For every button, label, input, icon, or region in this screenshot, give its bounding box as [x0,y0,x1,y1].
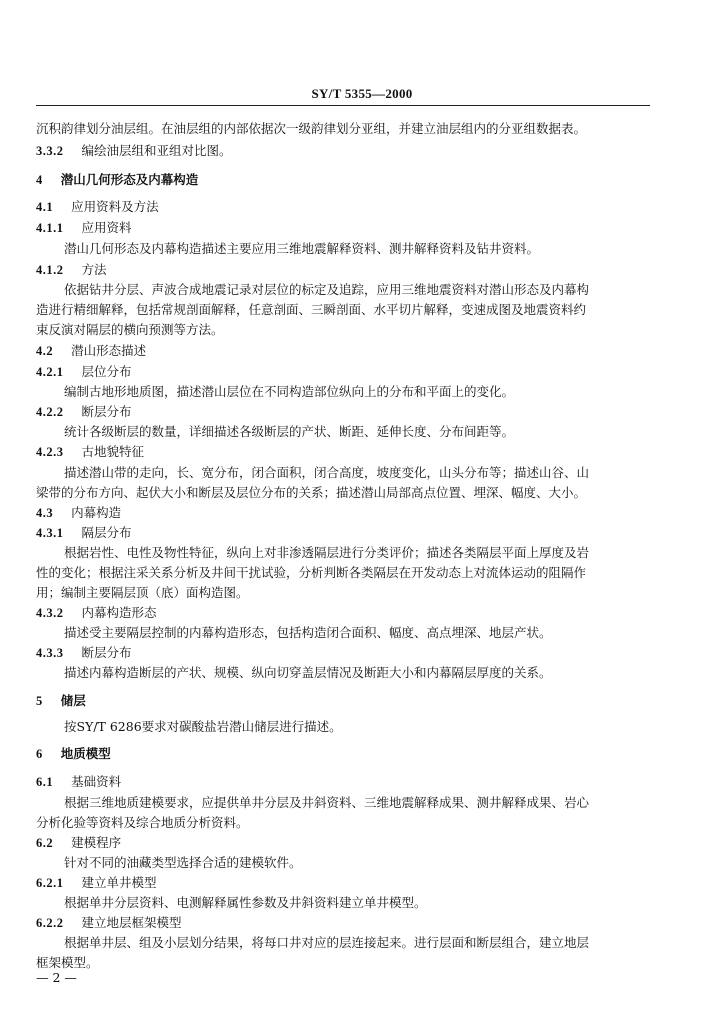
section-title: 编绘油层组和亚组对比图。 [81,143,232,158]
section-title: 断层分布 [81,645,132,660]
section-number: 4.3.1 [36,526,64,540]
section-number: 6.1 [36,775,54,789]
body-text-line [64,719,342,735]
section-heading [36,262,107,278]
paragraph-text: 框架模型。 [36,955,99,970]
body-text-line [64,241,539,257]
body-text-line [64,545,589,561]
section-number: 5 [36,694,43,708]
body-text-line [36,121,586,137]
section-heading [36,835,121,851]
paragraph-text: 性的变化；根据注采关系分析及井间干扰试验，分析判断各类隔层在开发动态上对流体运动的阻隔作 [36,565,587,580]
section-number: 4.2 [36,344,54,358]
section-heading [36,143,232,159]
body-text-line [36,322,224,338]
section-heading [36,343,146,359]
section-title: 古地貌特征 [81,444,145,459]
body-text-line [36,485,586,501]
section-heading [36,364,132,380]
section-number: 6 [36,747,43,761]
body-text-line [64,935,589,951]
body-text-line [64,665,552,681]
body-text-line [64,282,589,298]
paragraph-text: 造进行精细解释，包括常规剖面解释，任意剖面、三瞬剖面、水平切片解释，变速成图及地震资料约 [36,302,587,317]
section-number: 4.3.3 [36,646,64,660]
paragraph-text: 潜山几何形态及内幕构造描述主要应用三维地震解释资料、测井解释资料及钻井资料。 [64,241,540,256]
section-heading [36,915,182,931]
paragraph-text: 按SY/T 6286要求对碳酸盐岩潜山储层进行描述。 [64,719,342,734]
standard-code-header: SY/T 5355—2000 [311,86,413,101]
section-heading [36,199,159,215]
section-title: 层位分布 [81,364,132,379]
paragraph-text: 编制古地形地质图，描述潜山层位在不同构造部位纵向上的分布和平面上的变化。 [64,384,515,399]
section-title: 隔层分布 [81,525,132,540]
section-heading [36,875,157,891]
section-heading [36,220,132,236]
section-title: 建立地层框架模型 [81,915,182,930]
section-title: 应用资料 [81,220,132,235]
body-text-line [36,565,586,581]
body-text-line [64,424,514,440]
body-text-line [64,855,302,871]
section-number: 4.2.2 [36,405,64,419]
page-number: — 2 — [36,970,77,985]
section-heading [36,693,86,709]
paragraph-text: 针对不同的油藏类型选择合适的建模软件。 [64,855,302,870]
section-title: 应用资料及方法 [71,199,159,214]
paragraph-text: 根据单井分层资料、电测解释属性参数及井斜资料建立单井模型。 [64,895,427,910]
section-heading [36,505,121,521]
section-title: 潜山形态描述 [71,343,147,358]
paragraph-text: 分析化验等资料及综合地质分析资料。 [36,815,249,830]
header-divider [36,105,650,106]
section-number: 4.1.1 [36,221,64,235]
body-text-line [64,465,589,481]
paragraph-text: 描述受主要隔层控制的内幕构造形态，包括构造闭合面积、幅度、高点埋深、地层产状。 [64,625,552,640]
section-title: 建立单井模型 [81,875,157,890]
section-number: 4.1 [36,200,54,214]
section-heading [36,404,132,420]
paragraph-text: 梁带的分布方向、起伏大小和断层及层位分布的关系；描述潜山局部高点位置、埋深、幅度、大小。 [36,485,587,500]
section-heading [36,645,132,661]
paragraph-text: 根据三维地质建模要求，应提供单井分层及井斜资料、三维地震解释成果、测井解释成果、岩心 [64,795,590,810]
paragraph-text: 用；编制主要隔层顶（底）面构造图。 [36,585,249,600]
section-heading [36,746,111,762]
section-heading [36,605,157,621]
section-heading [36,444,144,460]
section-heading [36,525,132,541]
paragraph-text: 统计各级断层的数量，详细描述各级断层的产状、断距、延伸长度、分布间距等。 [64,424,515,439]
section-number: 4.3.2 [36,606,64,620]
section-number: 4.2.3 [36,445,64,459]
body-text-line [36,585,249,601]
section-title: 内幕构造 [71,505,122,520]
body-text-line [64,384,514,400]
section-number: 6.2 [36,836,54,850]
paragraph-text: 根据岩性、电性及物性特征，纵向上对非渗透隔层进行分类评价；描述各类隔层平面上厚度及岩 [64,545,590,560]
section-number: 6.2.2 [36,916,64,930]
section-title: 方法 [81,262,107,277]
section-title: 建模程序 [71,835,122,850]
section-number: 3.3.2 [36,144,64,158]
section-title: 断层分布 [81,404,132,419]
paragraph-text: 描述潜山带的走向，长、宽分布，闭合面积，闭合高度，坡度变化，山头分布等；描述山谷、山 [64,465,590,480]
section-title: 地质模型 [60,746,111,761]
section-number: 4.3 [36,506,54,520]
section-number: 4.1.2 [36,263,64,277]
paragraph-text: 根据单井层、组及小层划分结果，将每口井对应的层连接起来。进行层面和断层组合，建立地层 [64,935,590,950]
body-text-line [64,795,589,811]
section-title: 潜山几何形态及内幕构造 [60,172,199,187]
paragraph-text: 束反演对隔层的横向预测等方法。 [36,322,224,337]
section-heading [36,774,121,790]
paragraph-text: 沉积韵律划分油层组。在油层组的内部依据次一级韵律划分亚组，并建立油层组内的分亚组数据表。 [36,121,587,136]
body-text-line [36,302,586,318]
section-number: 4.2.1 [36,365,64,379]
body-text-line [36,955,99,971]
section-number: 6.2.1 [36,876,64,890]
body-text-line [64,625,552,641]
section-title: 基础资料 [71,774,122,789]
section-number: 4 [36,173,43,187]
paragraph-text: 依据钻井分层、声波合成地震记录对层位的标定及追踪，应用三维地震资料对潜山形态及内幕构 [64,282,590,297]
paragraph-text: 描述内幕构造断层的产状、规模、纵向切穿盖层情况及断距大小和内幕隔层厚度的关系。 [64,665,552,680]
body-text-line [64,895,427,911]
section-title: 内幕构造形态 [81,605,157,620]
section-title: 储层 [60,693,86,708]
section-heading [36,172,198,188]
body-text-line [36,815,249,831]
